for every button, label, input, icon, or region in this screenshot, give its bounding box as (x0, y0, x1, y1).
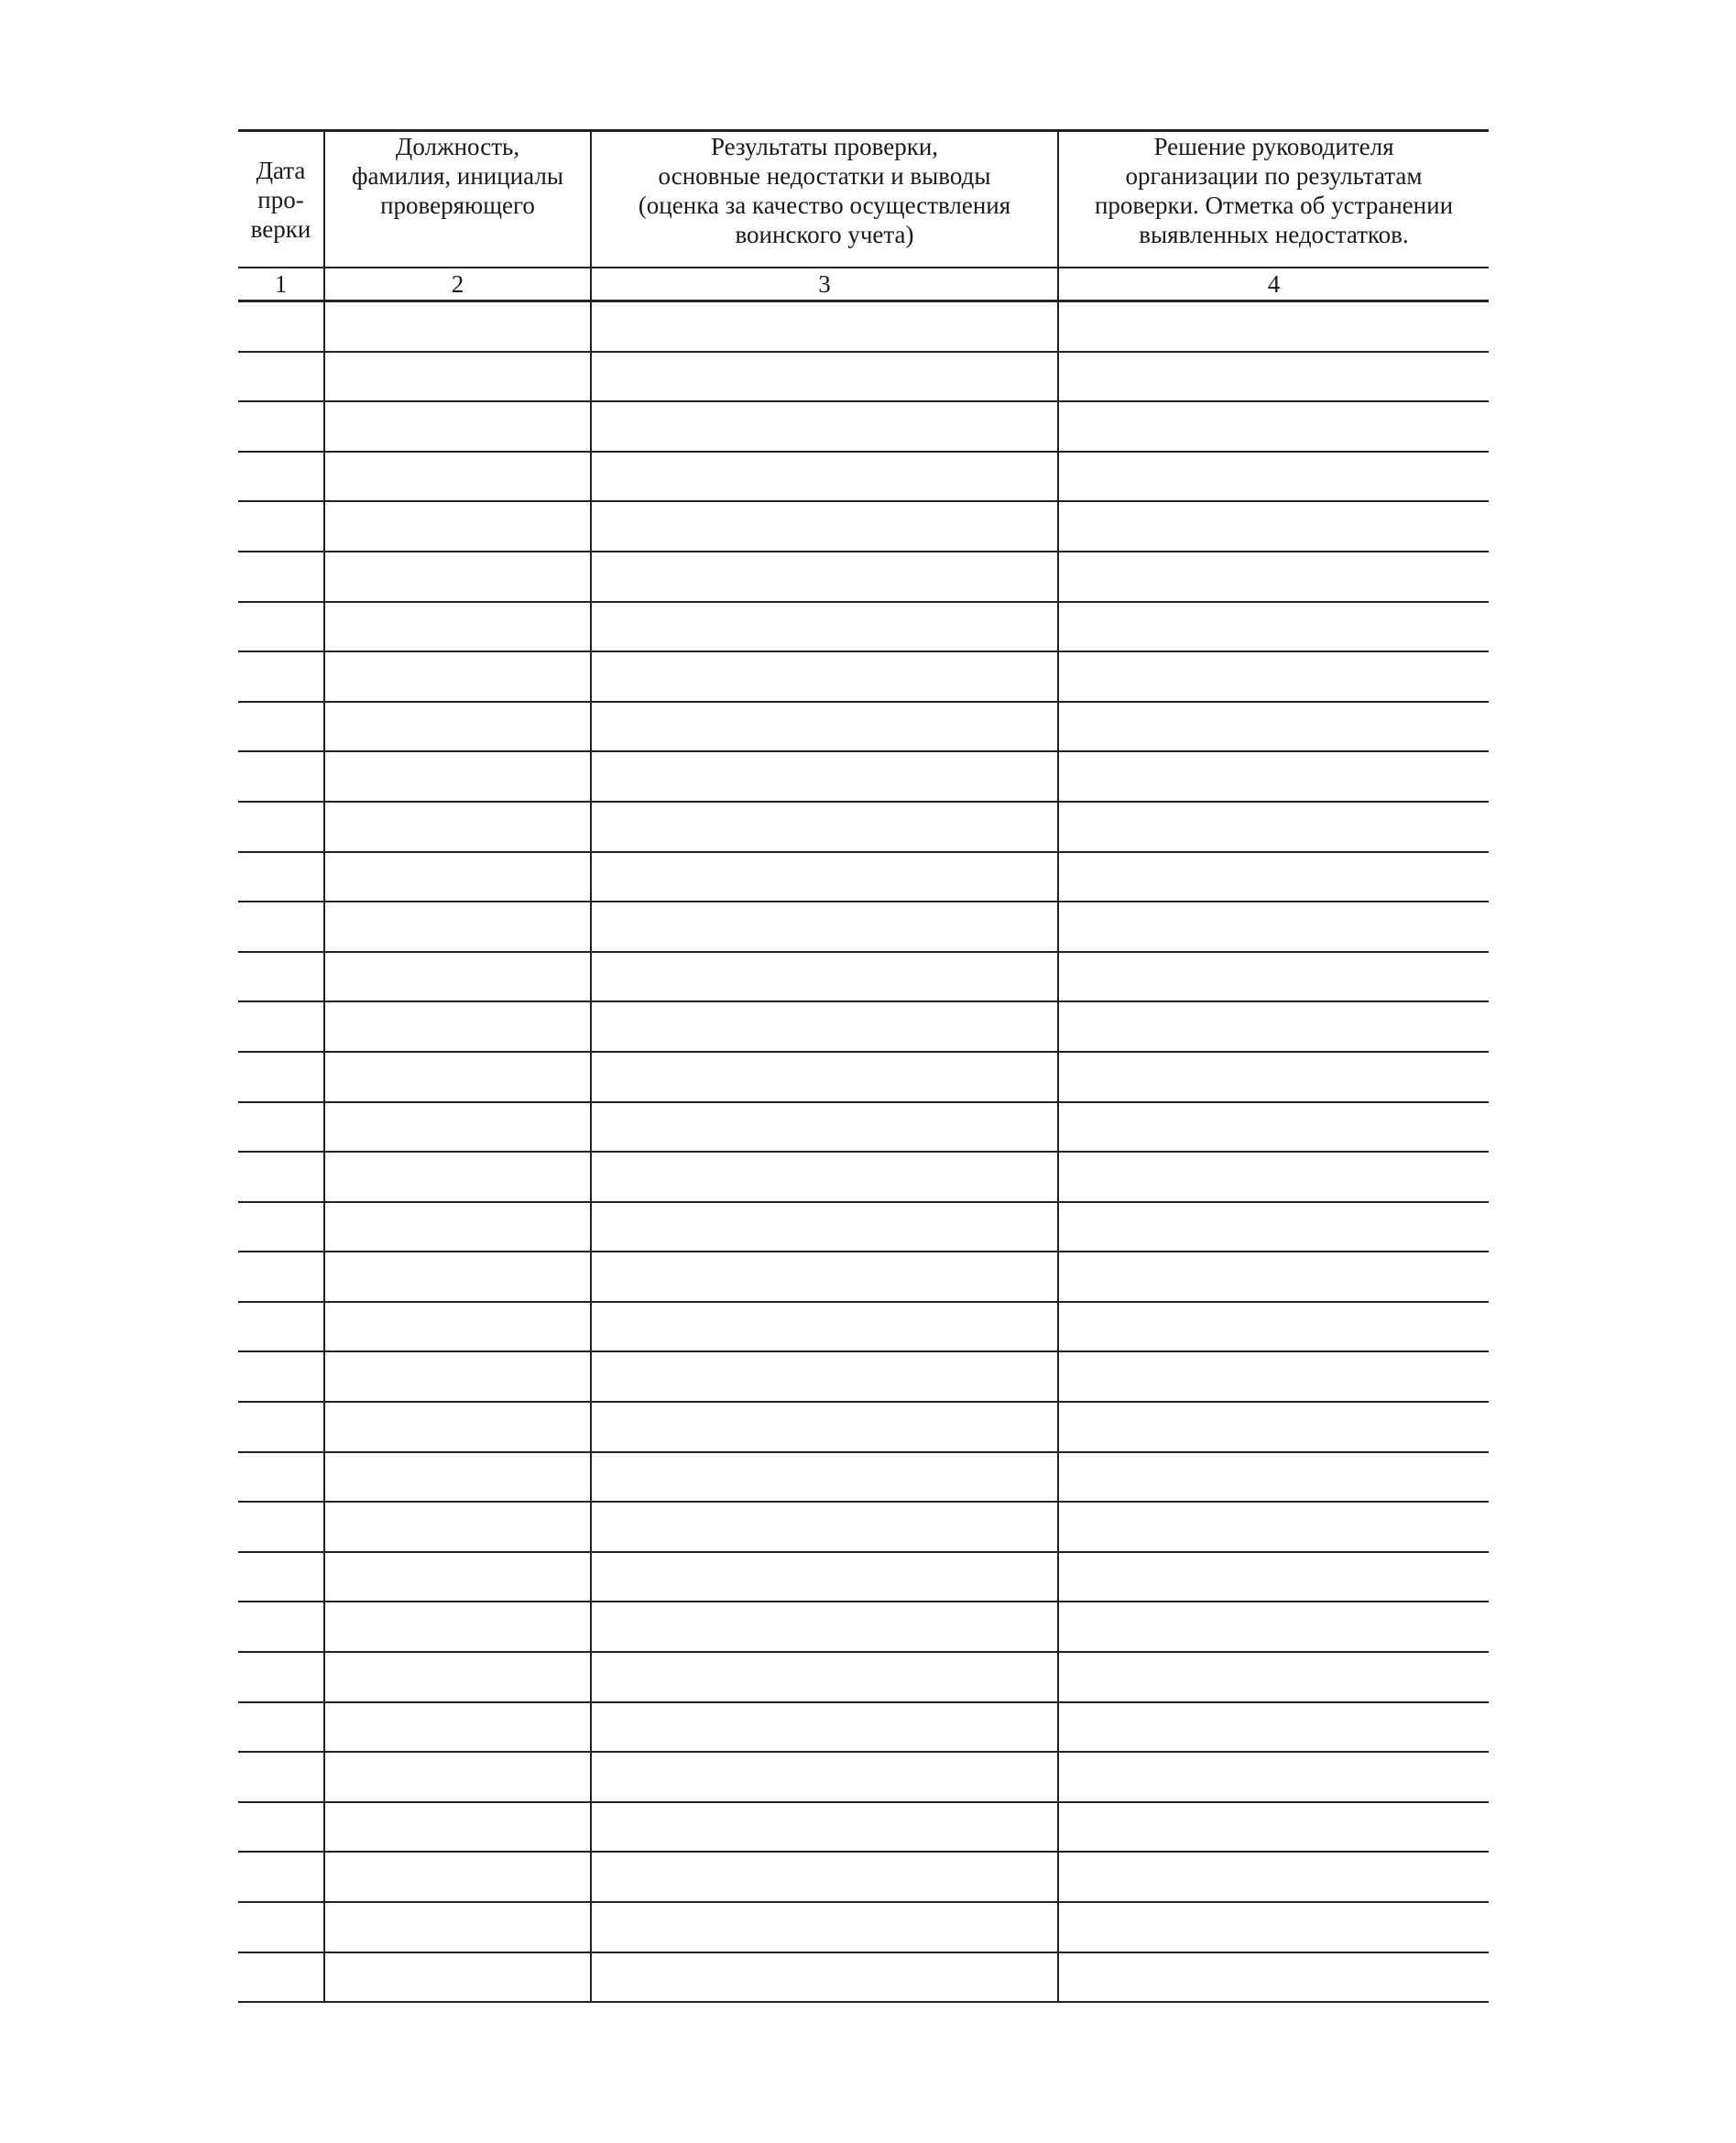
table-cell[interactable] (1058, 552, 1489, 602)
table-cell[interactable] (324, 552, 591, 602)
table-cell[interactable] (238, 1302, 324, 1352)
table-cell[interactable] (1058, 602, 1489, 652)
table-cell[interactable] (591, 452, 1058, 502)
table-cell[interactable] (1058, 1802, 1489, 1853)
column-number-2: 2 (324, 268, 591, 301)
table-cell[interactable] (238, 1702, 324, 1753)
header-date: Дата про- верки (238, 131, 324, 268)
header-row (238, 131, 1489, 268)
table-cell[interactable] (1058, 1602, 1489, 1652)
table-row (238, 952, 1489, 1002)
table-cell[interactable] (1058, 702, 1489, 752)
table-cell[interactable] (591, 1351, 1058, 1402)
header-decision: Решение руководителя организации по результатам проверки. Отметка об устранении выявленных недостатков. (1058, 131, 1489, 268)
table-row (238, 1552, 1489, 1602)
table-cell[interactable] (591, 352, 1058, 402)
table-cell[interactable] (1058, 1902, 1489, 1952)
table-cell[interactable] (591, 751, 1058, 802)
table-row (238, 1452, 1489, 1503)
table-row (238, 702, 1489, 752)
table-row (238, 1102, 1489, 1153)
table-cell[interactable] (324, 852, 591, 902)
table-cell[interactable] (1058, 852, 1489, 902)
table-cell[interactable] (1058, 1252, 1489, 1302)
table-cell[interactable] (591, 651, 1058, 702)
table-cell[interactable] (591, 1852, 1058, 1902)
table-row (238, 1702, 1489, 1753)
table-cell[interactable] (1058, 301, 1489, 352)
table-cell[interactable] (1058, 1102, 1489, 1153)
table-row (238, 1852, 1489, 1902)
table-cell[interactable] (324, 602, 591, 652)
table-cell[interactable] (238, 852, 324, 902)
table-cell[interactable] (1058, 501, 1489, 552)
table-cell[interactable] (1058, 401, 1489, 452)
table-cell[interactable] (1058, 1552, 1489, 1602)
table-cell[interactable] (591, 1602, 1058, 1652)
table-row (238, 1302, 1489, 1352)
table-cell[interactable] (1058, 952, 1489, 1002)
table-row (238, 751, 1489, 802)
table-cell[interactable] (238, 301, 324, 352)
table-row (238, 352, 1489, 402)
table-cell[interactable] (238, 1052, 324, 1102)
table-cell[interactable] (238, 1502, 324, 1552)
table-row (238, 902, 1489, 952)
table-cell[interactable] (591, 1902, 1058, 1952)
table-cell[interactable] (1058, 751, 1489, 802)
table-cell[interactable] (238, 1602, 324, 1652)
table-cell[interactable] (591, 552, 1058, 602)
table-cell[interactable] (591, 1552, 1058, 1602)
table-cell[interactable] (324, 1102, 591, 1153)
table-row (238, 501, 1489, 552)
column-number-4: 4 (1058, 268, 1489, 301)
table-cell[interactable] (324, 352, 591, 402)
table-cell[interactable] (1058, 1502, 1489, 1552)
table-row (238, 1902, 1489, 1952)
table-cell[interactable] (1058, 452, 1489, 502)
table-row (238, 1752, 1489, 1802)
header-results: Результаты проверки, основные недостатки и выводы (оценка за качество осуществления воинского учета) (591, 131, 1058, 268)
table-cell[interactable] (591, 1702, 1058, 1753)
table-cell[interactable] (238, 802, 324, 852)
table-cell[interactable] (324, 651, 591, 702)
table-cell[interactable] (591, 1202, 1058, 1252)
table-cell[interactable] (238, 1102, 324, 1153)
table-cell[interactable] (324, 401, 591, 452)
table-cell[interactable] (238, 1552, 324, 1602)
table-row (238, 452, 1489, 502)
table-cell[interactable] (1058, 352, 1489, 402)
table-cell[interactable] (591, 1952, 1058, 2003)
table-cell[interactable] (1058, 1652, 1489, 1702)
table-cell[interactable] (238, 702, 324, 752)
table-row (238, 1602, 1489, 1652)
table-cell[interactable] (1058, 1001, 1489, 1052)
table-cell[interactable] (591, 902, 1058, 952)
table-cell[interactable] (324, 1752, 591, 1802)
table-cell[interactable] (1058, 802, 1489, 852)
table-cell[interactable] (1058, 1052, 1489, 1102)
table-cell[interactable] (324, 301, 591, 352)
column-number-1: 1 (238, 268, 324, 301)
table-cell[interactable] (238, 401, 324, 452)
table-row (238, 1652, 1489, 1702)
table-cell[interactable] (238, 452, 324, 502)
table-row (238, 1351, 1489, 1402)
inspection-log-table (238, 129, 1489, 2003)
table-cell[interactable] (238, 1202, 324, 1252)
table-cell[interactable] (238, 602, 324, 652)
table-row (238, 852, 1489, 902)
table-cell[interactable] (238, 1952, 324, 2003)
table-row (238, 301, 1489, 352)
table-cell[interactable] (1058, 1752, 1489, 1802)
table-cell[interactable] (238, 1402, 324, 1452)
table-cell[interactable] (324, 1852, 591, 1902)
table-cell[interactable] (324, 751, 591, 802)
table-cell[interactable] (1058, 1302, 1489, 1352)
table-cell[interactable] (238, 1802, 324, 1853)
table-cell[interactable] (238, 751, 324, 802)
table-cell[interactable] (591, 852, 1058, 902)
table-cell[interactable] (238, 952, 324, 1002)
table-cell[interactable] (324, 1302, 591, 1352)
table-cell[interactable] (324, 1552, 591, 1602)
table-cell[interactable] (324, 902, 591, 952)
column-number-row (238, 268, 1489, 301)
table-cell[interactable] (324, 1502, 591, 1552)
table-cell[interactable] (324, 1402, 591, 1452)
table-row (238, 1402, 1489, 1452)
table-row (238, 802, 1489, 852)
table-cell[interactable] (591, 952, 1058, 1002)
table-cell[interactable] (238, 902, 324, 952)
table-cell[interactable] (324, 1252, 591, 1302)
table-cell[interactable] (324, 1452, 591, 1503)
table-cell[interactable] (1058, 651, 1489, 702)
table-row (238, 1202, 1489, 1252)
table-cell[interactable] (1058, 1202, 1489, 1252)
table-cell[interactable] (238, 1152, 324, 1202)
table-cell[interactable] (591, 702, 1058, 752)
table-cell[interactable] (591, 1102, 1058, 1153)
table-cell[interactable] (324, 1802, 591, 1853)
table-cell[interactable] (238, 501, 324, 552)
table-cell[interactable] (324, 802, 591, 852)
column-number-3: 3 (591, 268, 1058, 301)
table-cell[interactable] (1058, 1952, 1489, 2003)
table-row (238, 1502, 1489, 1552)
table-cell[interactable] (1058, 902, 1489, 952)
table-cell[interactable] (1058, 1402, 1489, 1452)
table-cell[interactable] (591, 602, 1058, 652)
table-cell[interactable] (591, 301, 1058, 352)
table-cell[interactable] (591, 1302, 1058, 1352)
table-cell[interactable] (324, 1702, 591, 1753)
table-cell[interactable] (591, 802, 1058, 852)
table-row (238, 1052, 1489, 1102)
table-cell[interactable] (591, 1052, 1058, 1102)
table-cell[interactable] (591, 1802, 1058, 1853)
table-cell[interactable] (324, 501, 591, 552)
table-cell[interactable] (324, 952, 591, 1002)
table-cell[interactable] (324, 1952, 591, 2003)
table-cell[interactable] (324, 1152, 591, 1202)
table-cell[interactable] (591, 1001, 1058, 1052)
table-cell[interactable] (238, 352, 324, 402)
table-cell[interactable] (238, 1652, 324, 1702)
table-cell[interactable] (324, 1902, 591, 1952)
table-cell[interactable] (591, 1152, 1058, 1202)
table-cell[interactable] (238, 1351, 324, 1402)
table-cell[interactable] (238, 1852, 324, 1902)
table-cell[interactable] (238, 1752, 324, 1802)
table-row (238, 1152, 1489, 1202)
table-cell[interactable] (591, 1402, 1058, 1452)
table-cell[interactable] (1058, 1351, 1489, 1402)
table-row (238, 602, 1489, 652)
table-row (238, 1802, 1489, 1853)
header-inspector: Должность, фамилия, инициалы проверяющего (324, 131, 591, 268)
table-row (238, 401, 1489, 452)
table-row (238, 1252, 1489, 1302)
table-cell[interactable] (238, 1452, 324, 1503)
table-cell[interactable] (324, 1652, 591, 1702)
table-cell[interactable] (324, 1001, 591, 1052)
table-cell[interactable] (324, 1052, 591, 1102)
table-cell[interactable] (1058, 1452, 1489, 1503)
table-cell[interactable] (591, 501, 1058, 552)
table-cell[interactable] (591, 1652, 1058, 1702)
table-cell[interactable] (238, 651, 324, 702)
table-row (238, 552, 1489, 602)
table-cell[interactable] (591, 1452, 1058, 1503)
table-cell[interactable] (591, 1752, 1058, 1802)
table-cell[interactable] (324, 702, 591, 752)
table-cell[interactable] (238, 552, 324, 602)
table-cell[interactable] (591, 1252, 1058, 1302)
table-row (238, 651, 1489, 702)
table-cell[interactable] (238, 1252, 324, 1302)
table-body (238, 301, 1489, 2003)
table-row (238, 1952, 1489, 2003)
table-cell[interactable] (324, 452, 591, 502)
table-cell[interactable] (1058, 1152, 1489, 1202)
table-row (238, 1001, 1489, 1052)
table-cell[interactable] (591, 401, 1058, 452)
table-cell[interactable] (238, 1001, 324, 1052)
table-cell[interactable] (1058, 1702, 1489, 1753)
table-cell[interactable] (324, 1202, 591, 1252)
table-cell[interactable] (591, 1502, 1058, 1552)
table-cell[interactable] (1058, 1852, 1489, 1902)
table-cell[interactable] (324, 1351, 591, 1402)
table-cell[interactable] (238, 1902, 324, 1952)
table-cell[interactable] (324, 1602, 591, 1652)
